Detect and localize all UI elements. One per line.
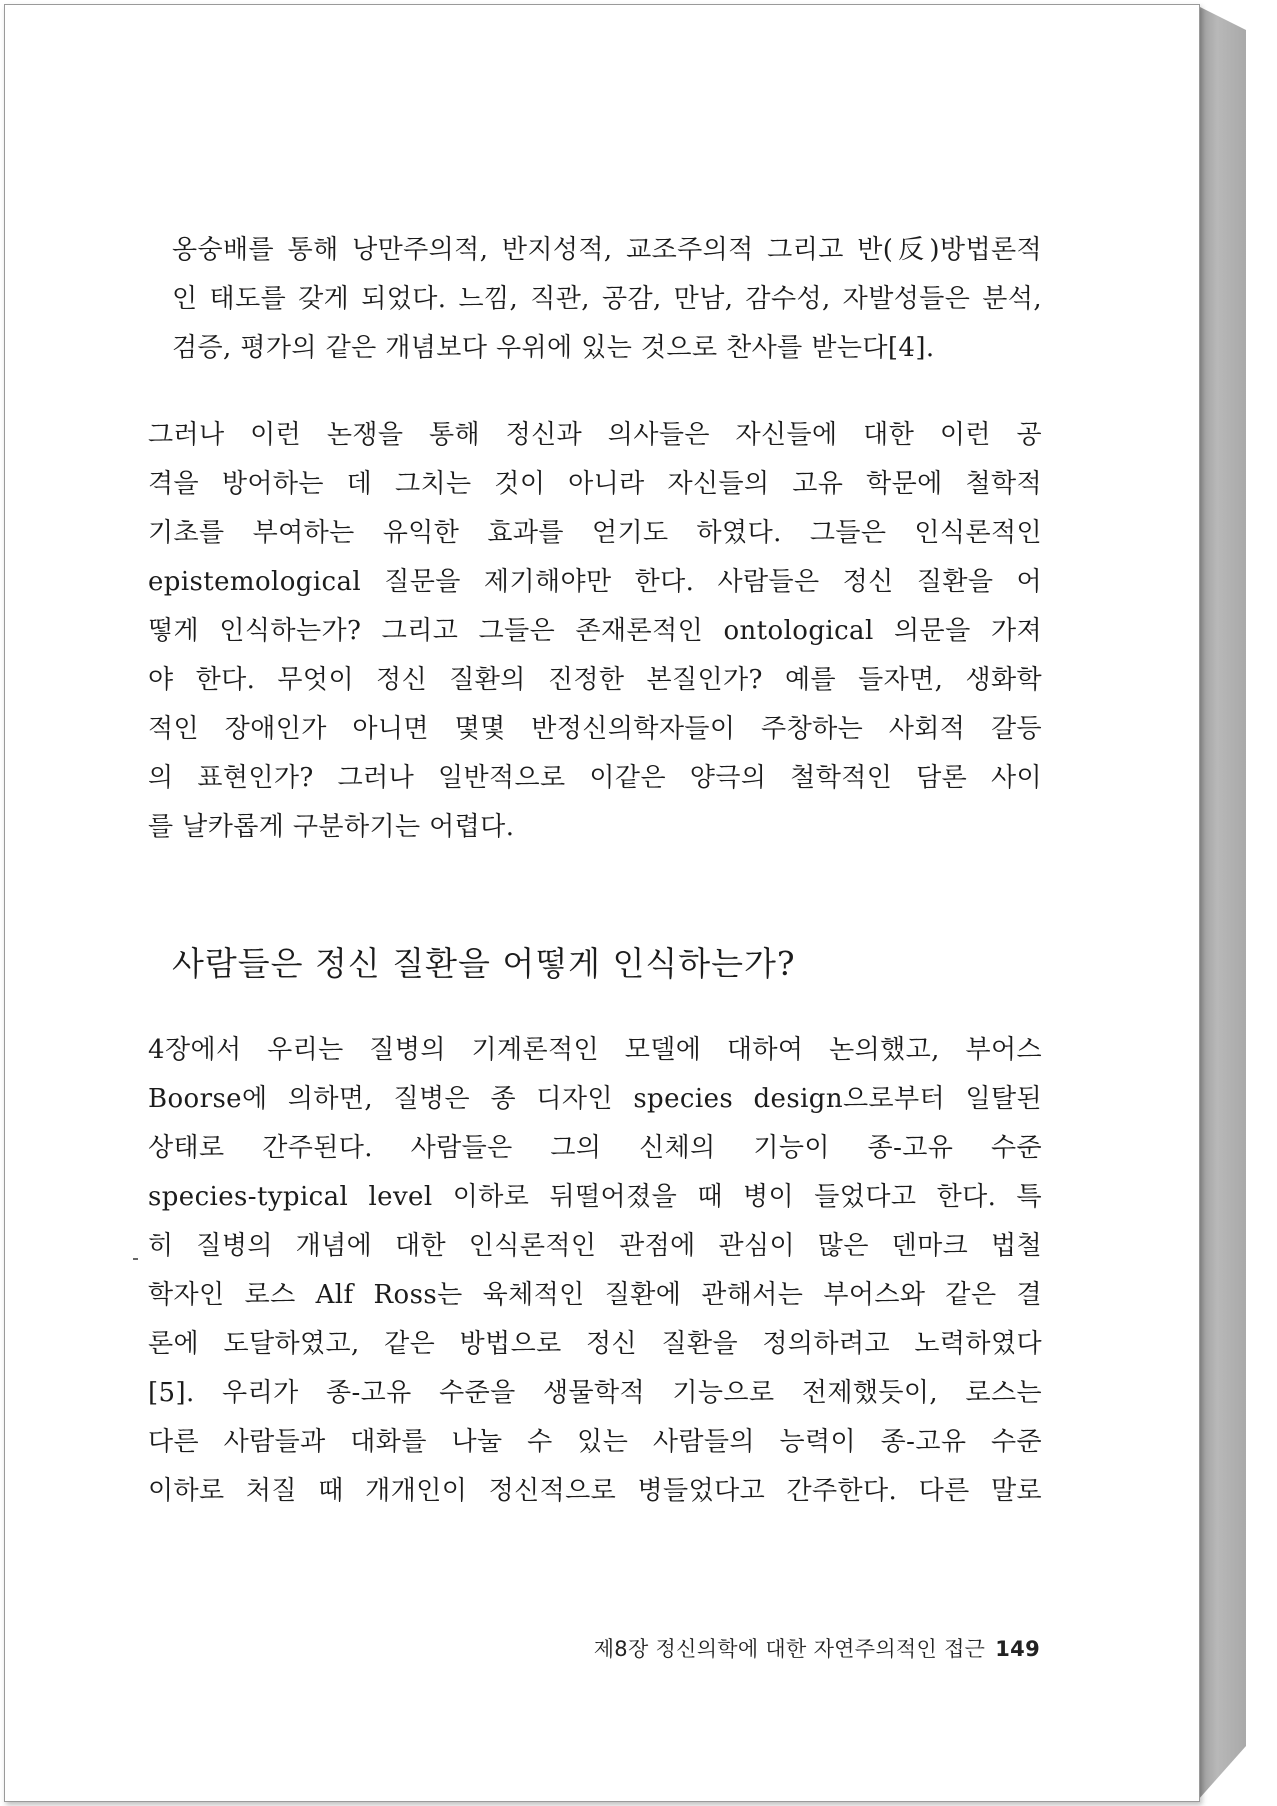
text-line: 야 한다. 무엇이 정신 질환의 진정한 본질인가? 예를 들자면, 생화학: [148, 665, 1042, 695]
paragraph-1: [172, 226, 1042, 373]
paragraph-2: [148, 411, 1042, 852]
page-footer: [540, 1633, 1040, 1663]
text-line: [5]. 우리가 종-고유 수준을 생물학적 기능으로 전제했듯이, 로스는: [148, 1378, 1042, 1408]
text-line: 옹숭배를 통해 낭만주의적, 반지성적, 교조주의적 그리고 반(反)방법론적: [172, 235, 1042, 265]
text-line: 그러나 이런 논쟁을 통해 정신과 의사들은 자신들에 대한 이런 공: [148, 420, 1042, 450]
text-line: 상태로 간주된다. 사람들은 그의 신체의 기능이 종-고유 수준: [148, 1133, 1042, 1163]
text-line: Boorse에 의하면, 질병은 종 디자인 species design으로부터 일탈된: [148, 1084, 1042, 1114]
text-line: 격을 방어하는 데 그치는 것이 아니라 자신들의 고유 학문에 철학적: [148, 469, 1042, 499]
running-title: 제8장 정신의학에 대한 자연주의적인 접근: [593, 1637, 986, 1661]
text-line: 다른 사람들과 대화를 나눌 수 있는 사람들의 능력이 종-고유 수준: [148, 1427, 1042, 1457]
text-line: 적인 장애인가 아니면 몇몇 반정신의학자들이 주창하는 사회적 갈등: [148, 714, 1042, 744]
text-line: 학자인 로스 Alf Ross는 육체적인 질환에 관해서는 부어스와 같은 결: [148, 1280, 1042, 1310]
page-number: 149: [995, 1637, 1040, 1661]
text-line: species-typical level 이하로 뒤떨어졌을 때 병이 들었다고 한다. 특: [148, 1182, 1042, 1212]
page-content: [148, 226, 1042, 1516]
section-heading: 사람들은 정신 질환을 어떻게 인식하는가?: [172, 944, 796, 983]
text-line: 4장에서 우리는 질병의 기계론적인 모델에 대하여 논의했고, 부어스: [148, 1035, 1042, 1065]
text-line: 론에 도달하였고, 같은 방법으로 정신 질환을 정의하려고 노력하였다: [148, 1329, 1042, 1359]
text-line: 이하로 처질 때 개개인이 정신적으로 병들었다고 간주한다. 다른 말로: [148, 1476, 1042, 1506]
text-line: 인 태도를 갖게 되었다. 느낌, 직관, 공감, 만남, 감수성, 자발성들은 분석,: [172, 284, 1042, 314]
margin-mark: [133, 1258, 138, 1260]
text-line: 떻게 인식하는가? 그리고 그들은 존재론적인 ontological 의문을 가져: [148, 616, 1042, 646]
book-edge: [1198, 6, 1246, 1800]
text-line: epistemological 질문을 제기해야만 한다. 사람들은 정신 질환을 어: [148, 567, 1042, 597]
text-line: 검증, 평가의 같은 개념보다 우위에 있는 것으로 찬사를 받는다[4].: [172, 333, 935, 363]
paragraph-3: [148, 1026, 1042, 1516]
text-line: 히 질병의 개념에 대한 인식론적인 관점에 관심이 많은 덴마크 법철: [148, 1231, 1042, 1261]
text-line: 의 표현인가? 그러나 일반적으로 이같은 양극의 철학적인 담론 사이: [148, 763, 1042, 793]
text-line: 를 날카롭게 구분하기는 어렵다.: [148, 812, 515, 842]
text-line: 기초를 부여하는 유익한 효과를 얻기도 하였다. 그들은 인식론적인: [148, 518, 1042, 548]
